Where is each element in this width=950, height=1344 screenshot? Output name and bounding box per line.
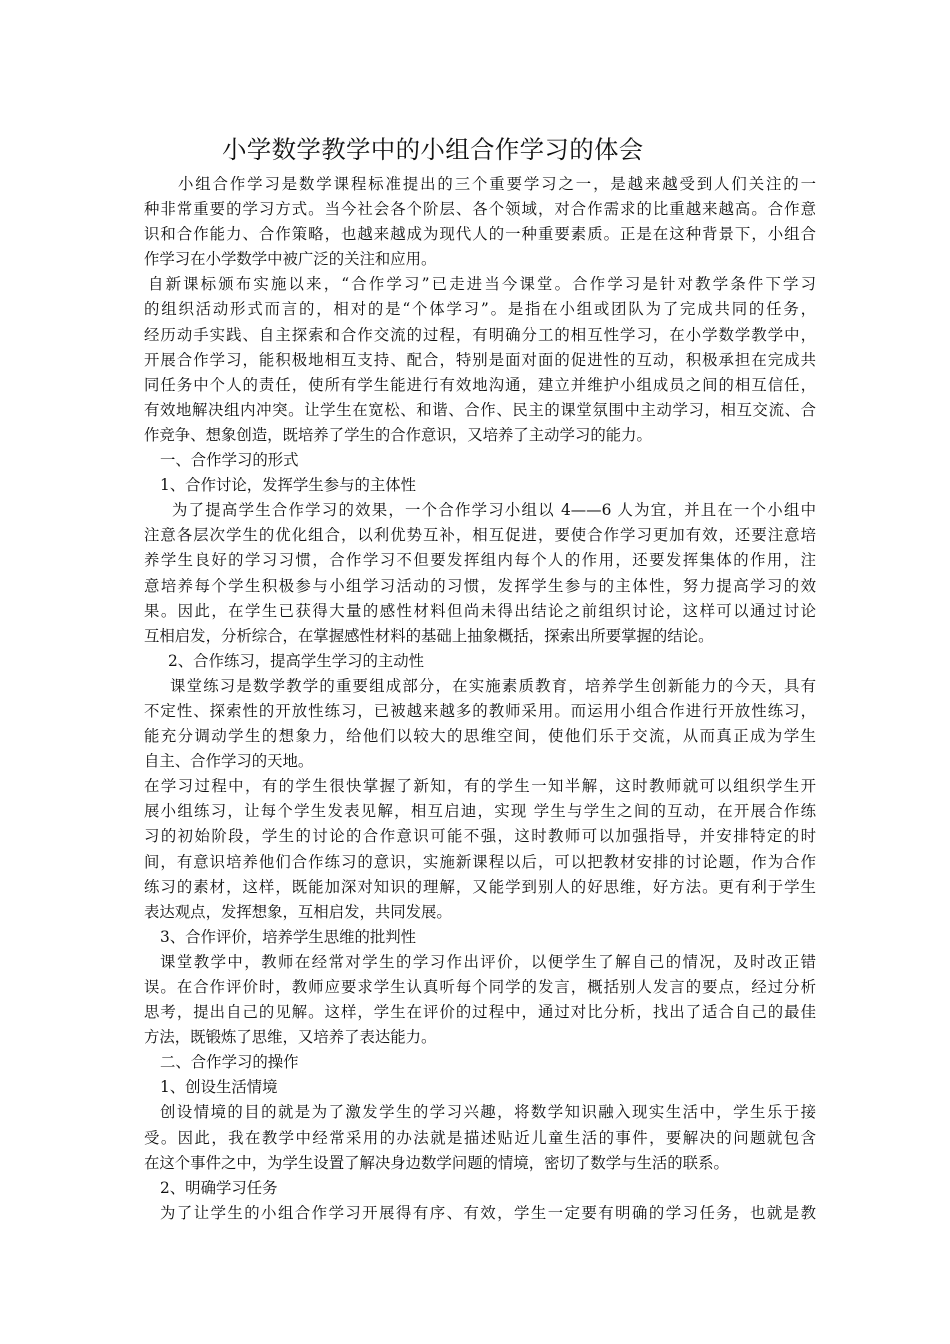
text-line: 能充分调动学生的想象力，给他们以较大的思维空间，使他们乐于交流，从而真正成为学生 — [144, 727, 816, 746]
text-line: 练习的素材，这样，既能加深对知识的理解，又能学到别人的好思维，好方法。更有利于学生 — [144, 877, 816, 896]
text-line: 方法，既锻炼了思维，又培养了表达能力。 — [144, 1028, 437, 1047]
text-line: 误。在合作评价时，教师应要求学生认真听每个同学的发言，概括别人发言的要点，经过分析 — [144, 978, 816, 996]
text-line: 作竞争、想象创造，既培养了学生的合作意识，又培养了主动学习的能力。 — [144, 425, 652, 444]
text-line: 在这个事件之中，为学生设置了解决身边数学问题的情境，密切了数学与生活的联系。 — [144, 1153, 729, 1172]
text-line: 一、合作学习的形式 — [160, 451, 299, 470]
text-line: 在学习过程中，有的学生很快掌握了新知，有的学生一知半解，这时教师就可以组织学生开 — [144, 777, 816, 796]
text-line: 表达观点，发挥想象，互相启发，共同发展。 — [144, 902, 452, 921]
text-line: 展小组练习，让每个学生发表见解，相互启迪，实现 学生与学生之间的互动，在开展合作练 — [144, 802, 816, 821]
text-line: 二、合作学习的操作 — [160, 1053, 299, 1072]
text-line: 受。因此，我在教学中经常采用的办法就是描述贴近儿童生活的事件，要解决的问题就包含 — [144, 1128, 816, 1147]
text-line: 互相启发，分析综合，在掌握感性材料的基础上抽象概括，探索出所要掌握的结论。 — [144, 626, 714, 645]
text-line: 果。因此，在学生已获得大量的感性材料但尚未得出结论之前组织讨论，这样可以通过讨论 — [144, 601, 816, 620]
text-line: 1、合作讨论，发挥学生参与的主体性 — [160, 476, 417, 495]
text-line: 同任务中个人的责任，使所有学生能进行有效地沟通，建立并维护小组成员之间的相互信任， — [144, 375, 816, 394]
text-line: 为了让学生的小组合作学习开展得有序、有效，学生一定要有明确的学习任务，也就是教 — [160, 1203, 816, 1222]
text-line: 识和合作能力、合作策略，也越来越成为现代人的一种重要素质。正是在这种背景下，小组合 — [144, 225, 816, 244]
text-line: 3、合作评价，培养学生思维的批判性 — [160, 927, 417, 946]
text-line: 习的初始阶段，学生的讨论的合作意识可能不强，这时教师可以加强指导，并安排特定的时 — [144, 827, 816, 846]
text-line: 经历动手实践、自主探索和合作交流的过程，有明确分工的相互性学习，在小学数学教学中， — [144, 325, 816, 344]
text-line: 2、合作练习，提高学生学习的主动性 — [168, 651, 425, 670]
text-line: 有效地解决组内冲突。让学生在宽松、和谐、合作、民主的课堂氛围中主动学习，相互交流、合 — [144, 400, 816, 419]
text-line: 为了提高学生合作学习的效果，一个合作学习小组以 4——6 人为宜，并且在一个小组中 — [172, 501, 816, 520]
document-body — [144, 172, 816, 1226]
text-line: 的组织活动形式而言的，相对的是“个体学习”。是指在小组或团队为了完成共同的任务， — [144, 300, 816, 319]
text-line: 2、明确学习任务 — [160, 1178, 278, 1197]
text-line: 养学生良好的学习习惯，合作学习不但要发挥组内每个人的作用，还要发挥集体的作用，注 — [144, 551, 816, 570]
text-line: 注意各层次学生的优化组合，以利优势互补，相互促进，要使合作学习更加有效，还要注意培 — [144, 526, 816, 545]
text-line: 自新课标颁布实施以来，“合作学习”已走进当今课堂。合作学习是针对教学条件下学习 — [148, 275, 816, 294]
text-line: 创设情境的目的就是为了激发学生的学习兴趣，将数学知识融入现实生活中，学生乐于接 — [160, 1103, 816, 1122]
text-line: 课堂练习是数学教学的重要组成部分，在实施素质教育，培养学生创新能力的今天，具有 — [170, 676, 816, 695]
text-line: 思考，提出自己的见解。这样，学生在评价的过程中，通过对比分析，找出了适合自己的最佳 — [144, 1003, 816, 1022]
text-line: 小组合作学习是数学课程标准提出的三个重要学习之一，是越来越受到人们关注的一 — [178, 175, 816, 193]
document-title: 小学数学教学中的小组合作学习的体会 — [222, 135, 644, 164]
text-line: 1、创设生活情境 — [160, 1078, 278, 1097]
text-line: 课堂教学中，教师在经常对学生的学习作出评价，以便学生了解自己的情况，及时改正错 — [160, 952, 816, 971]
text-line: 意培养每个学生积极参与小组学习活动的习惯，发挥学生参与的主体性，努力提高学习的效 — [144, 576, 816, 595]
text-line: 开展合作学习，能积极地相互支持、配合，特别是面对面的促进性的互动，积极承担在完成共 — [144, 350, 816, 369]
text-line: 不定性、探索性的开放性练习，已被越来越多的教师采用。而运用小组合作进行开放性练习， — [144, 701, 816, 720]
text-line: 间，有意识培养他们合作练习的意识，实施新课程以后，可以把教材安排的讨论题，作为合作 — [144, 852, 816, 871]
text-line: 自主、合作学习的天地。 — [144, 752, 314, 771]
text-line: 作学习在小学数学中被广泛的关注和应用。 — [144, 250, 437, 269]
text-line: 种非常重要的学习方式。当今社会各个阶层、各个领域，对合作需求的比重越来越高。合作意 — [144, 200, 816, 219]
